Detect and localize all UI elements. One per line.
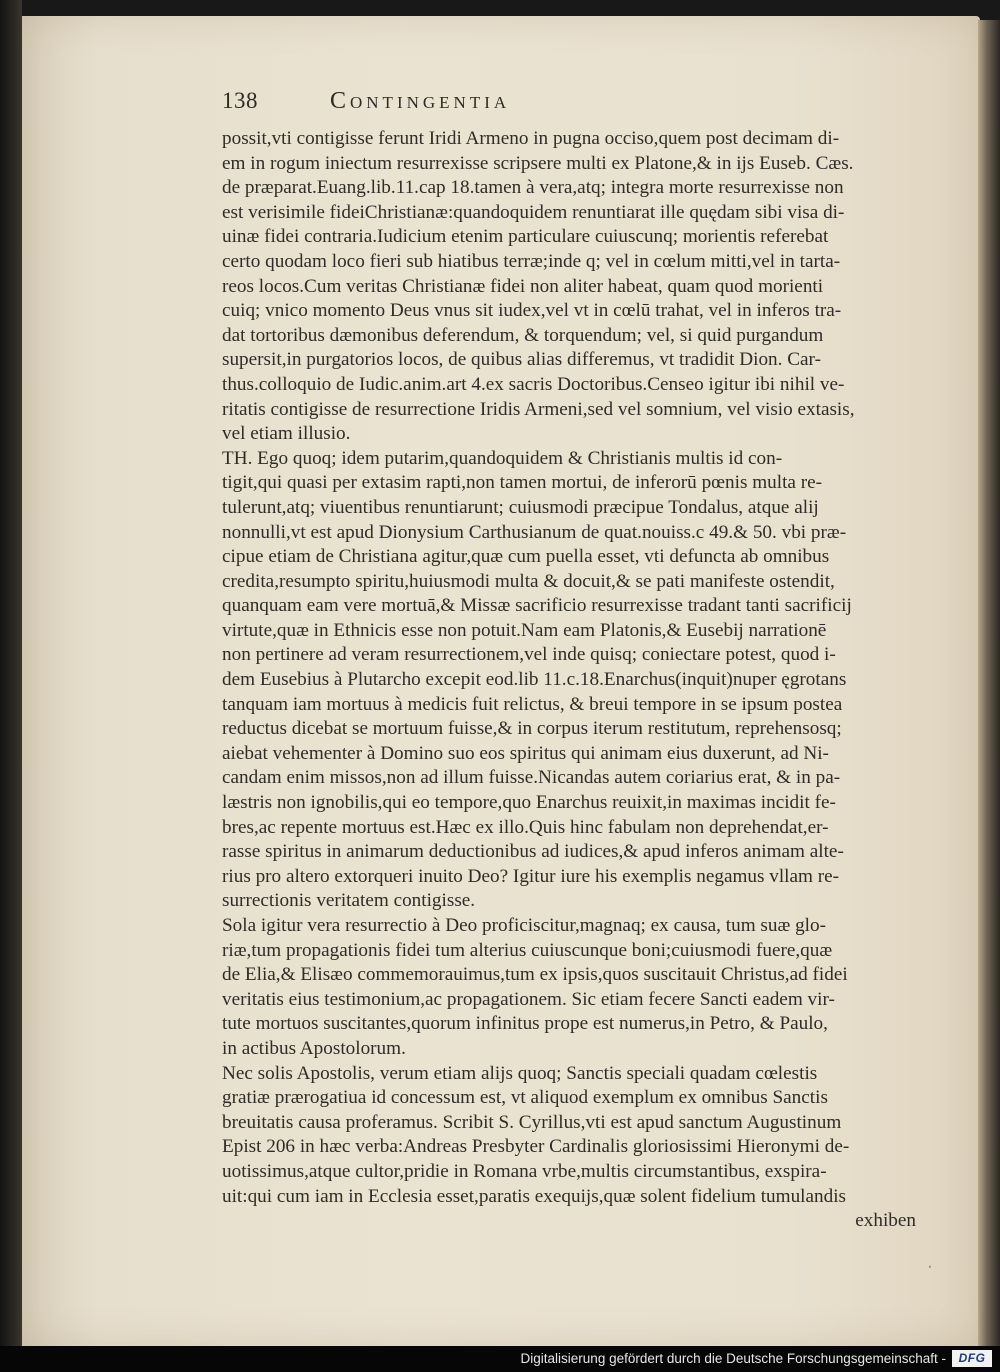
text-line: uinæ fidei contraria.Iudicium etenim particulare cuiuscunq; morientis referebat xyxy=(222,226,829,248)
text-line: surrectionis veritatem contigisse. xyxy=(222,890,476,912)
text-line: vel etiam illusio. xyxy=(222,423,351,445)
text-line: nonnulli,vt est apud Dionysium Carthusianum de quat.nouiss.c 49.& 50. vbi præ- xyxy=(222,521,847,543)
text-line: gratiæ prærogatiua id concessum est, vt aliquod exemplum ex omnibus Sanctis xyxy=(222,1087,828,1109)
page-edge xyxy=(978,20,1000,1346)
text-line: aiebat vehementer à Domino suo eos spiritus qui animam eius duxerunt, ad Ni- xyxy=(222,742,829,764)
text-line: Nec solis Apostolis, verum etiam alijs quoq; Sanctis speciali quadam cœlestis xyxy=(222,1062,818,1084)
text-line: tigit,qui quasi per extasim rapti,non tamen mortui, de inferorū pœnis multa re- xyxy=(222,472,823,494)
text-line: credita,resumpto spiritu,huiusmodi multa & docuit,& se pati manifeste ostendit, xyxy=(222,570,835,592)
text-line: cipue etiam de Christiana agitur,quæ cum puella esset, vti defuncta ab omnibus xyxy=(222,546,830,568)
text-line: breuitatis causa proferamus. Scribit S. Cyrillus,vti est apud sanctum Augustinum xyxy=(222,1111,842,1133)
text-line: uit:qui cum iam in Ecclesia esset,paratis exequijs,quæ solent fidelium tumulandis xyxy=(222,1185,847,1207)
text-line: Sola igitur vera resurrectio à Deo proficiscitur,magnaq; ex causa, tum suæ glo- xyxy=(222,915,826,936)
footer-credit: Digitalisierung gefördert durch die Deutsche Forschungsgemeinschaft - xyxy=(520,1351,946,1366)
text-line: rasse spiritus in animarum deductionibus ad iudices,& apud inferos animam alte- xyxy=(222,841,844,863)
text-line: bres,ac repente mortuus est.Hæc ex illo.Quis hinc fabulam non deprehendat,er- xyxy=(222,816,829,838)
text-line: reos locos.Cum veritas Christianæ fidei non aliter habeat, quam quod morienti xyxy=(222,275,824,297)
text-line: exhiben xyxy=(855,1210,916,1232)
text-line: riæ,tum propagationis fidei tum alterius cuiuscunque boni;cuiusmodi fuere,quæ xyxy=(222,939,833,961)
text-line: de præparat.Euang.lib.11.cap 18.tamen à vera,atq; integra morte resurrexisse non xyxy=(222,177,844,199)
book-gutter xyxy=(0,0,22,1346)
text-line: rius pro altero extorqueri inuito Deo? Igitur iure his exemplis negamus vllam re- xyxy=(222,865,840,887)
running-head: Contingentia xyxy=(330,88,511,114)
text-line: læstris non ignobilis,qui eo tempore,quo Enarchus reuixit,in maximas incidit fe- xyxy=(222,792,836,814)
text-line: ritatis contigisse de resurrectione Iridis Armeni,sed vel somnium, vel visio extasis, xyxy=(222,398,855,420)
text-line: em in rogum iniectum resurrexisse scripsere multi ex Platone,& in ijs Euseb. Cæs. xyxy=(222,152,854,174)
text-line: reductus dicebat se mortuum fuisse,& in corpus iterum restitutum, reprehensosq; xyxy=(222,718,842,740)
text-line: candam enim missos,non ad illum fuisse.Nicandas autem coriarius erat, & in pa- xyxy=(222,767,841,789)
text-line: in actibus Apostolorum. xyxy=(222,1037,406,1059)
text-line: cuiq; vnico momento Deus vnus sit iudex,vel vt in cœlū trahat, vel in inferos tra- xyxy=(222,300,842,322)
text-line: Epist 206 in hæc verba:Andreas Presbyter Cardinalis gloriosissimi Hieronymi de- xyxy=(222,1136,850,1158)
text-line: tute mortuos suscitantes,quorum infinitus prope est numerus,in Petro, & Paulo, xyxy=(222,1013,828,1035)
ink-speck: ꞏ xyxy=(928,1260,932,1274)
text-line: TH. Ego quoq; idem putarim,quandoquidem & Christianis multis id con- xyxy=(222,447,783,469)
text-line: veritatis eius testimonium,ac propagationem. Sic etiam fecere Sancti eadem vir- xyxy=(222,988,835,1010)
page-header xyxy=(222,88,702,122)
text-line: thus.colloquio de Iudic.anim.art 4.ex sacris Doctoribus.Censeo igitur ibi nihil ve- xyxy=(222,373,845,395)
text-line: tulerunt,atq; viuentibus renuntiarunt; cuiusmodi præcipue Tondalus, atque alij xyxy=(222,496,819,518)
text-line: possit,vti contigisse ferunt Iridi Armeno in pugna occiso,quem post decimam di- xyxy=(222,128,840,149)
text-line: dem Eusebius à Plutarcho excepit eod.lib 11.c.18.Enarchus(inquit)nuper ęgrotans xyxy=(222,669,847,691)
dfg-logo: DFG xyxy=(952,1350,992,1367)
text-line: uotissimus,atque cultor,pridie in Romana vrbe,multis circumstantibus, exspira- xyxy=(222,1160,827,1182)
text-line: quanquam eam vere mortuā,& Missæ sacrificio resurrexisse tradant tanti sacrificij xyxy=(222,595,852,617)
text-line: non pertinere ad veram resurrectionem,vel inde quisq; coniectare potest, quod i- xyxy=(222,644,836,666)
text-line: supersit,in purgatorios locos, de quibus alias differemus, vt tradidit Dion. Car- xyxy=(222,349,821,371)
page-number: 138 xyxy=(222,88,258,113)
text-line: dat tortoribus dæmonibus deferendum, & torquendum; vel, si quid purgandum xyxy=(222,324,824,346)
text-line: tanquam iam mortuus à medicis fuit relictus, & breui tempore in se ipsum postea xyxy=(222,693,843,715)
text-line: virtute,quæ in Ethnicis esse non potuit.Nam eam Platonis,& Eusebij narrationē xyxy=(222,619,827,641)
text-line: certo quodam loco fieri sub hiatibus terræ;inde q; vel in cœlum mitti,vel in tarta- xyxy=(222,250,841,272)
footer-bar xyxy=(0,1346,1000,1372)
main-text xyxy=(222,127,922,1234)
text-line: est verisimile fideiChristianæ:quandoquidem renuntiarat ille quędam sibi visa di- xyxy=(222,201,845,223)
text-line: de Elia,& Elisæo commemorauimus,tum ex ipsis,quos suscitauit Christus,ad fidei xyxy=(222,964,848,986)
